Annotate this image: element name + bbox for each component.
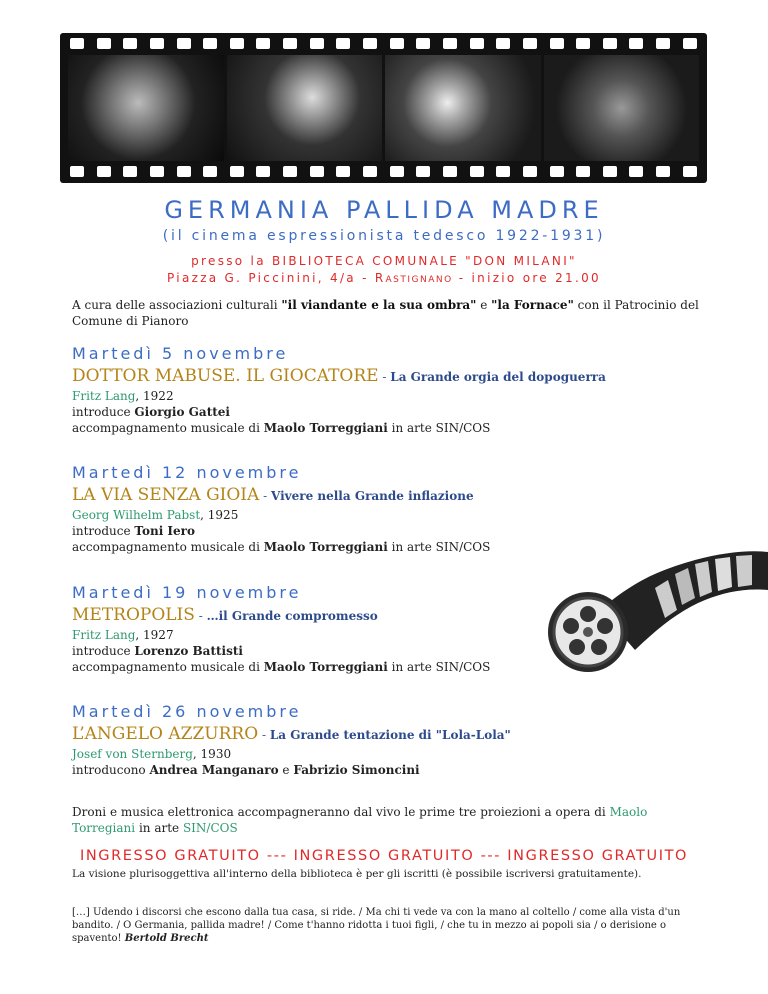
- film-perforation: [416, 38, 430, 49]
- event-date: Martedì 5 novembre: [72, 344, 289, 363]
- film-perforation: [283, 38, 297, 49]
- event-presenter: introduce Giorgio Gattei: [72, 405, 230, 419]
- film-perforation: [256, 38, 270, 49]
- film-perforation: [123, 38, 137, 49]
- event-film-line: LA VIA SENZA GIOIA - Vivere nella Grande inflazione: [72, 485, 474, 505]
- film-perforation: [496, 38, 510, 49]
- event-date: Martedì 26 novembre: [72, 702, 302, 721]
- event-date: Martedì 12 novembre: [72, 463, 302, 482]
- film-perforation: [150, 166, 164, 177]
- film-perforation: [363, 166, 377, 177]
- venue-line: presso la BIBLIOTECA COMUNALE "DON MILANI": [191, 254, 577, 268]
- event-film-line: METROPOLIS - …il Grande compromesso: [72, 605, 378, 625]
- film-perforation: [230, 166, 244, 177]
- film-perforation: [97, 38, 111, 49]
- film-still-mabuse: [68, 55, 224, 161]
- page-subtitle: (il cinema espressionista tedesco 1922-1931): [162, 228, 606, 244]
- film-perforation: [177, 166, 191, 177]
- film-perforation: [443, 38, 457, 49]
- film-perforation: [629, 166, 643, 177]
- film-perforation: [230, 38, 244, 49]
- event-1: [72, 343, 692, 436]
- film-still-dancers: [544, 55, 700, 161]
- film-perforation: [496, 166, 510, 177]
- film-perforation: [70, 166, 84, 177]
- film-perforation: [70, 38, 84, 49]
- droni-note: Droni e musica elettronica accompagneranno dal vivo le prime tre proiezioni a opera di Maolo Torregiani in arte SIN/COS: [72, 805, 648, 835]
- film-frames: [68, 55, 699, 161]
- film-perforation: [203, 166, 217, 177]
- page-title: GERMANIA PALLIDA MADRE: [164, 196, 604, 224]
- film-perforation: [629, 38, 643, 49]
- film-perforation: [550, 166, 564, 177]
- film-title: METROPOLIS: [72, 605, 195, 625]
- event-film-line: DOTTOR MABUSE. IL GIOCATORE - La Grande orgia del dopoguerra: [72, 366, 606, 386]
- film-perforation: [97, 166, 111, 177]
- film-perforation: [523, 38, 537, 49]
- event-presenter: introduce Toni Iero: [72, 524, 195, 538]
- film-perforation: [656, 38, 670, 49]
- film-title: LA VIA SENZA GIOIA: [72, 485, 260, 505]
- film-perforation: [576, 166, 590, 177]
- quote-author: Bertold Brecht: [124, 933, 209, 944]
- film-still-angel: [227, 55, 383, 161]
- event-music: accompagnamento musicale di Maolo Torreggiani in arte SIN/COS: [72, 421, 491, 435]
- film-perforation: [336, 166, 350, 177]
- film-perforation: [603, 38, 617, 49]
- film-still-metropolis: [385, 55, 541, 161]
- film-tagline: La Grande tentazione di "Lola-Lola": [269, 728, 511, 742]
- film-perforation: [310, 166, 324, 177]
- event-4: [72, 701, 692, 778]
- film-perforation: [203, 38, 217, 49]
- film-perforation: [123, 166, 137, 177]
- film-strip-header: [60, 33, 707, 183]
- event-presenter: introducono Andrea Manganaro e Fabrizio Simoncini: [72, 763, 420, 777]
- address-line: Piazza G. Piccinini, 4/a - RASTIGNANO - inizio ore 21.00: [167, 271, 601, 285]
- film-perforation: [656, 166, 670, 177]
- film-reel-icon: [540, 540, 768, 680]
- film-perforation: [416, 166, 430, 177]
- film-title: L’ANGELO AZZURRO: [72, 724, 259, 744]
- film-perforation: [363, 38, 377, 49]
- film-director: Fritz Lang, 1927: [72, 628, 174, 642]
- film-perforation: [283, 166, 297, 177]
- library-note: La visione plurisoggettiva all'interno della biblioteca è per gli iscritti (è possibile iscriversi gratuitamente).: [72, 868, 642, 880]
- event-presenter: introduce Lorenzo Battisti: [72, 644, 243, 658]
- film-perforation: [603, 166, 617, 177]
- film-perforation: [576, 38, 590, 49]
- film-perforation: [470, 38, 484, 49]
- film-director: Fritz Lang, 1922: [72, 389, 174, 403]
- film-perforation: [310, 38, 324, 49]
- film-perforation: [550, 38, 564, 49]
- reel-wheel: [548, 592, 628, 672]
- free-entry-banner: INGRESSO GRATUITO --- INGRESSO GRATUITO --- INGRESSO GRATUITO: [79, 848, 689, 864]
- film-title: DOTTOR MABUSE. IL GIOCATORE: [72, 366, 379, 386]
- brecht-quote: […] Udendo i discorsi che escono dalla tua casa, si ride. / Ma chi ti vede va con la mano al coltello / come alla vista d'un bandito. / O Germania, pallida madre! / Come t'hanno ridotta i tuoi figli, / che tu in mezzo ai popoli sia / o derisione o spavento! Bertold Brecht: [72, 907, 681, 944]
- film-tagline: Vivere nella Grande inflazione: [270, 489, 474, 503]
- film-tagline: La Grande orgia del dopoguerra: [390, 370, 606, 384]
- film-perforation: [443, 166, 457, 177]
- event-date: Martedì 19 novembre: [72, 583, 302, 602]
- film-tagline: …il Grande compromesso: [206, 609, 378, 623]
- event-film-line: L’ANGELO AZZURRO - La Grande tentazione di "Lola-Lola": [72, 724, 511, 744]
- film-perforation: [150, 38, 164, 49]
- film-perforation: [683, 38, 697, 49]
- film-perforation: [177, 38, 191, 49]
- film-perforations-bottom: [70, 166, 697, 178]
- event-music: accompagnamento musicale di Maolo Torreggiani in arte SIN/COS: [72, 540, 491, 554]
- film-perforation: [336, 38, 350, 49]
- film-perforation: [470, 166, 484, 177]
- event-music: accompagnamento musicale di Maolo Torreggiani in arte SIN/COS: [72, 660, 491, 674]
- film-director: Georg Wilhelm Pabst, 1925: [72, 508, 239, 522]
- film-perforation: [390, 38, 404, 49]
- film-perforation: [683, 166, 697, 177]
- intro-paragraph: A cura delle associazioni culturali "il viandante e la sua ombra" e "la Fornace" con il Patrocinio del Comune di Pianoro: [72, 298, 699, 328]
- film-perforation: [523, 166, 537, 177]
- film-perforation: [390, 166, 404, 177]
- film-director: Josef von Sternberg, 1930: [72, 747, 232, 761]
- film-perforation: [256, 166, 270, 177]
- film-perforations-top: [70, 38, 697, 50]
